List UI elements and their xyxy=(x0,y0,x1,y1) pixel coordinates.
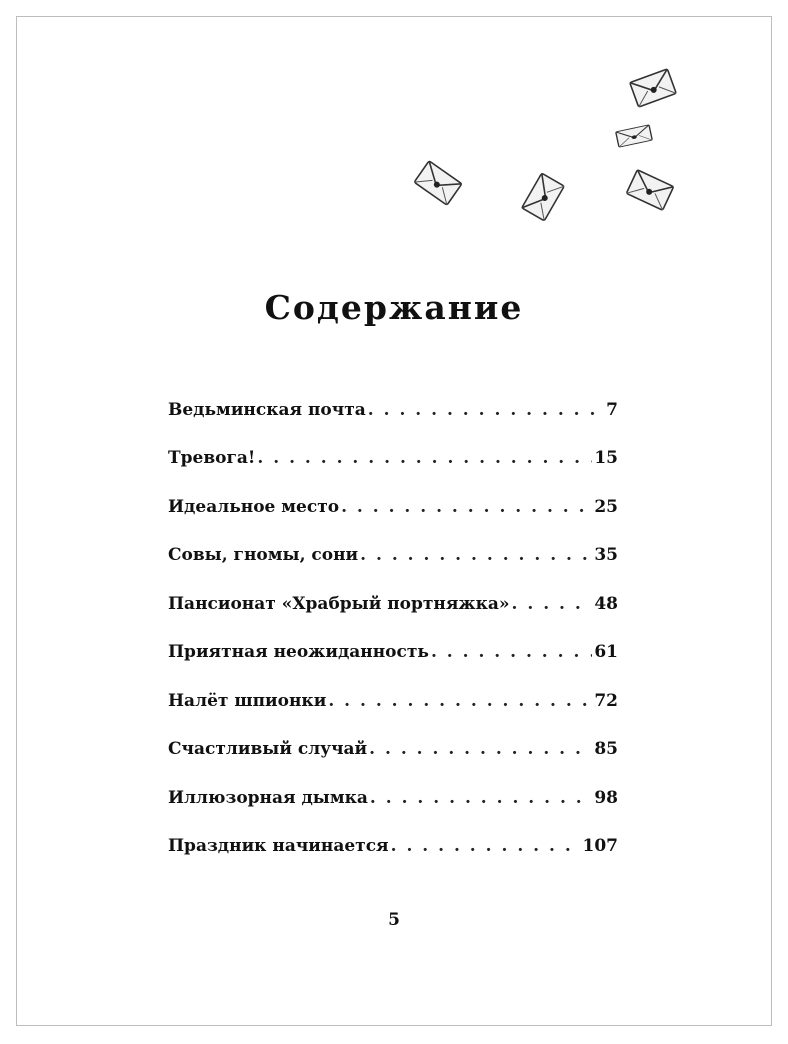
toc-entry-page: 72 xyxy=(594,690,618,711)
toc-entry-label: Праздник начинается xyxy=(168,836,389,856)
toc-entry[interactable] xyxy=(168,520,618,569)
toc-entry-page: 7 xyxy=(606,399,618,420)
table-of-contents xyxy=(168,374,618,859)
dot-leader xyxy=(341,494,592,520)
toc-entry-label: Счастливый случай xyxy=(168,739,368,759)
toc-entry-label: Совы, гномы, сони xyxy=(168,545,359,565)
page-title: Содержание xyxy=(264,288,524,327)
envelope-icon xyxy=(626,170,673,210)
dot-leader xyxy=(512,591,593,617)
toc-entry-page: 61 xyxy=(594,642,618,662)
toc-entry-label: Ведьминская почта xyxy=(168,399,366,420)
dot-leader xyxy=(328,688,592,714)
dot-leader xyxy=(360,542,592,568)
dot-leader xyxy=(370,785,592,811)
toc-entry[interactable] xyxy=(168,374,618,423)
toc-entry-label: Налёт шпионки xyxy=(168,690,327,711)
toc-entry-label: Иллюзорная дымка xyxy=(168,787,368,808)
toc-entry-page: 48 xyxy=(594,593,618,614)
toc-entry-page: 85 xyxy=(594,739,618,759)
toc-entry-label: Приятная неожиданность xyxy=(168,642,429,662)
toc-entry-label: Тревога! xyxy=(168,448,256,468)
toc-entry[interactable] xyxy=(168,423,618,472)
dot-leader xyxy=(431,639,592,665)
envelope-icon xyxy=(414,161,462,205)
toc-entry-page: 107 xyxy=(582,836,618,856)
page-number: 5 xyxy=(388,910,400,930)
toc-entry[interactable] xyxy=(168,762,618,811)
envelope-icon xyxy=(630,69,676,107)
dot-leader xyxy=(368,397,604,423)
toc-entry-page: 15 xyxy=(594,448,618,468)
envelope-icon xyxy=(616,125,653,147)
toc-entry-label: Идеальное место xyxy=(168,496,340,517)
toc-entry-label: Пансионат «Храбрый портняжка» xyxy=(168,593,510,614)
envelope-icon xyxy=(522,173,565,221)
toc-entry[interactable] xyxy=(168,811,618,860)
toc-entry-page: 98 xyxy=(594,787,618,808)
toc-entry[interactable] xyxy=(168,617,618,666)
toc-entry-page: 35 xyxy=(594,545,618,565)
toc-entry[interactable] xyxy=(168,665,618,714)
toc-entry-page: 25 xyxy=(594,496,618,517)
flying-envelopes-illustration xyxy=(0,0,788,260)
toc-entry[interactable] xyxy=(168,568,618,617)
toc-entry[interactable] xyxy=(168,714,618,763)
toc-entry[interactable] xyxy=(168,471,618,520)
dot-leader xyxy=(257,445,592,471)
dot-leader xyxy=(391,833,581,859)
dot-leader xyxy=(369,736,592,762)
